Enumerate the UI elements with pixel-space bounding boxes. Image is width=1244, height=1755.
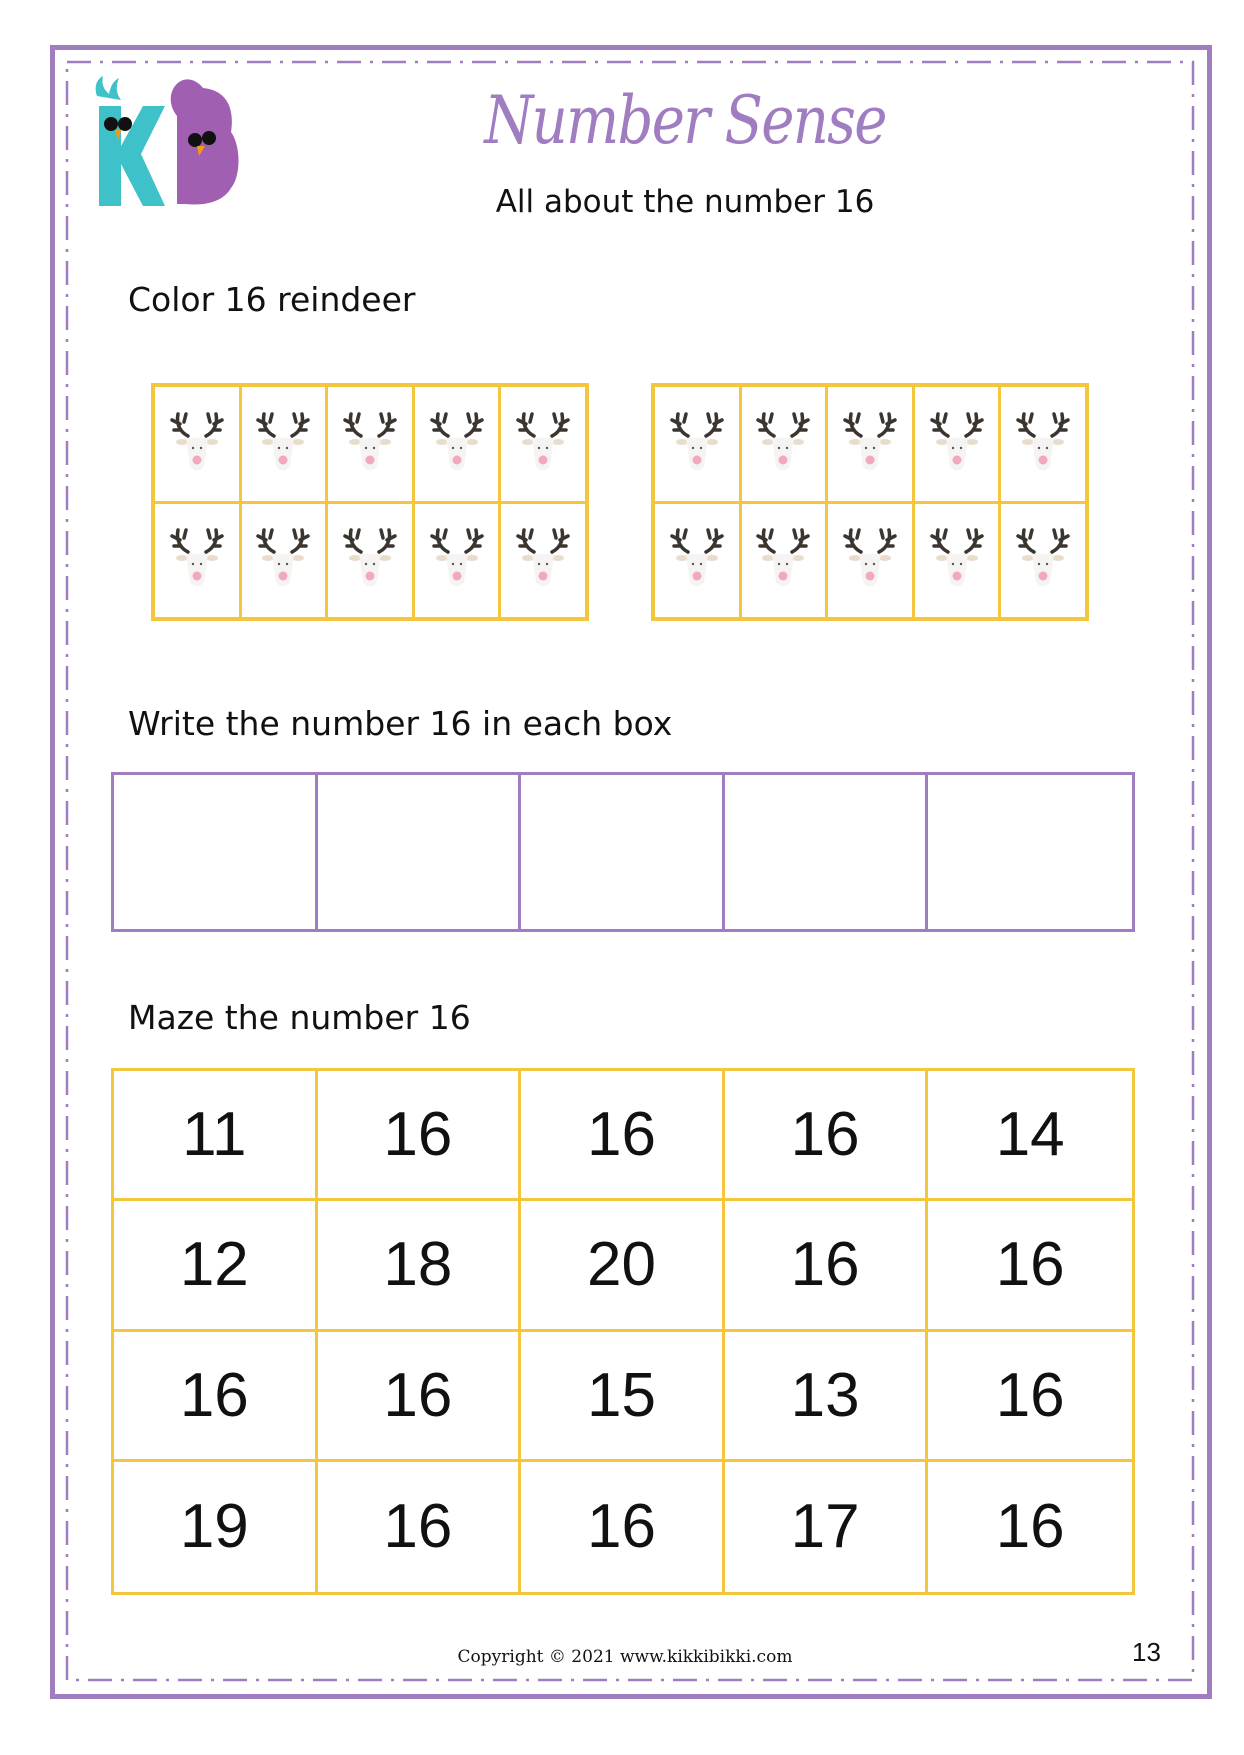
reindeer-cell[interactable] [328, 387, 412, 501]
reindeer-icon [254, 410, 312, 478]
reindeer-icon [514, 410, 572, 478]
maze-cell[interactable]: 18 [318, 1201, 522, 1331]
reindeer-icon [841, 526, 899, 594]
reindeer-cell[interactable] [655, 504, 739, 618]
reindeer-cell[interactable] [242, 504, 326, 618]
number-maze [111, 1068, 1135, 1595]
write-instruction: Write the number 16 in each box [128, 704, 673, 743]
maze-cell[interactable]: 16 [725, 1201, 929, 1331]
reindeer-cell[interactable] [742, 504, 826, 618]
maze-cell[interactable]: 12 [114, 1201, 318, 1331]
maze-cell[interactable]: 16 [995, 1492, 1065, 1562]
reindeer-cell[interactable] [828, 387, 912, 501]
write-box[interactable] [725, 775, 929, 929]
maze-cell[interactable]: 16 [521, 1071, 725, 1201]
reindeer-cell[interactable] [155, 387, 239, 501]
maze-cell[interactable]: 19 [114, 1462, 318, 1592]
maze-cell[interactable]: 16 [928, 1201, 1132, 1331]
reindeer-icon [668, 526, 726, 594]
write-box[interactable] [521, 775, 725, 929]
reindeer-cell[interactable] [328, 504, 412, 618]
page-title: Number Sense [484, 82, 886, 159]
reindeer-icon [754, 410, 812, 478]
write-box[interactable] [928, 775, 1132, 929]
reindeer-cell[interactable] [828, 504, 912, 618]
write-box[interactable] [318, 775, 522, 929]
maze-cell[interactable]: 20 [521, 1201, 725, 1331]
maze-cell[interactable]: 16 [521, 1462, 725, 1592]
reindeer-cell[interactable] [1001, 387, 1085, 501]
maze-cell[interactable]: 11 [114, 1071, 318, 1201]
reindeer-icon [928, 410, 986, 478]
reindeer-icon [1014, 526, 1072, 594]
maze-cell[interactable]: 17 [725, 1462, 929, 1592]
write-boxes [111, 772, 1135, 932]
reindeer-icon [841, 410, 899, 478]
copyright: Copyright © 2021 www.kikkibikki.com [457, 1647, 793, 1667]
ten-frame-2 [651, 383, 1089, 621]
reindeer-icon [341, 526, 399, 594]
maze-cell[interactable]: 16 [318, 1332, 522, 1462]
maze-cell[interactable]: 15 [521, 1332, 725, 1462]
reindeer-cell[interactable] [742, 387, 826, 501]
maze-cell[interactable]: 16 [318, 1462, 522, 1592]
reindeer-icon [341, 410, 399, 478]
maze-cell[interactable]: 16 [725, 1071, 929, 1201]
maze-instruction: Maze the number 16 [128, 998, 471, 1037]
reindeer-icon [754, 526, 812, 594]
reindeer-icon [168, 526, 226, 594]
reindeer-cell[interactable] [501, 504, 585, 618]
page-subtitle: All about the number 16 [495, 184, 875, 220]
maze-cell[interactable]: 16 [928, 1332, 1132, 1462]
reindeer-icon [928, 526, 986, 594]
maze-cell[interactable]: 14 [928, 1071, 1132, 1201]
maze-cell[interactable]: 16 [114, 1332, 318, 1462]
reindeer-cell[interactable] [655, 387, 739, 501]
reindeer-icon [428, 410, 486, 478]
maze-cell[interactable]: 13 [725, 1332, 929, 1462]
reindeer-icon [428, 526, 486, 594]
reindeer-icon [254, 526, 312, 594]
page-number: 13 [1132, 1637, 1161, 1667]
reindeer-cell[interactable] [915, 504, 999, 618]
reindeer-cell[interactable] [915, 387, 999, 501]
kb-logo [85, 76, 245, 216]
reindeer-cell[interactable] [155, 504, 239, 618]
reindeer-icon [168, 410, 226, 478]
maze-cell[interactable]: 16 [318, 1071, 522, 1201]
reindeer-cell[interactable] [242, 387, 326, 501]
color-instruction: Color 16 reindeer [128, 280, 416, 319]
write-box[interactable] [114, 775, 318, 929]
reindeer-icon [668, 410, 726, 478]
reindeer-cell[interactable] [1001, 504, 1085, 618]
reindeer-cell[interactable] [415, 504, 499, 618]
reindeer-cell[interactable] [415, 387, 499, 501]
reindeer-icon [514, 526, 572, 594]
ten-frame-1 [151, 383, 589, 621]
reindeer-icon [1014, 410, 1072, 478]
reindeer-cell[interactable] [501, 387, 585, 501]
